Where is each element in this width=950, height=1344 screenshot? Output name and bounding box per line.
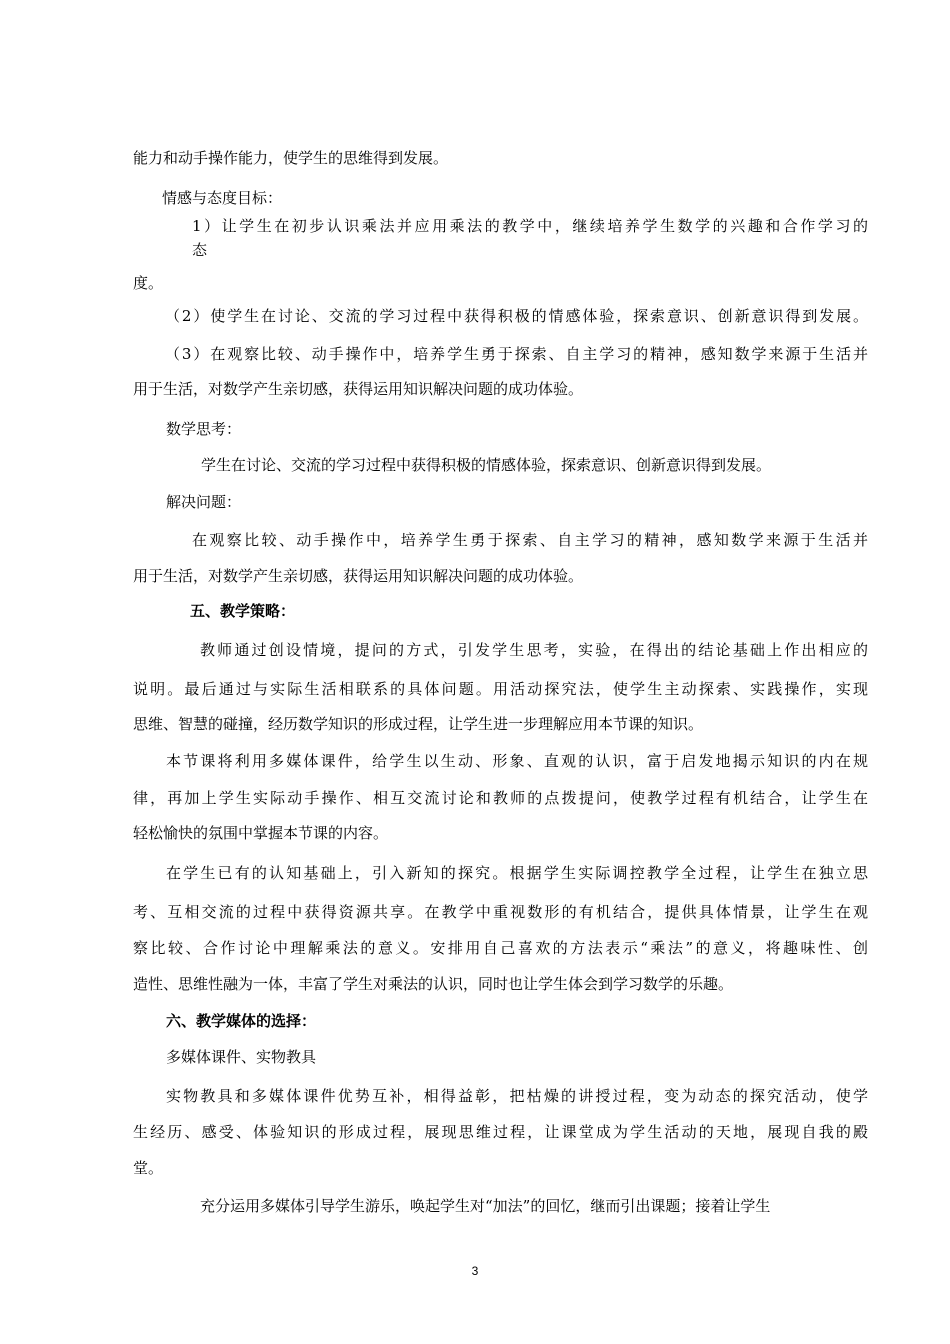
paragraph-line: 教师通过创设情境，提问的方式，引发学生思考，实验，在得出的结论基础上作出相应的 (200, 641, 868, 659)
paragraph-line: 用于生活，对数学产生亲切感，获得运用知识解决问题的成功体验。 (133, 567, 584, 585)
paragraph-line: 1）让学生在初步认识乘法并应用乘法的教学中，继续培养学生数学的兴趣和合作学习的 (192, 217, 868, 235)
paragraph-line: 用于生活，对数学产生亲切感，获得运用知识解决问题的成功体验。 (133, 380, 584, 398)
paragraph-line: 说明。最后通过与实际生活相联系的具体问题。用活动探究法，使学生主动探索、实践操作，实现 (133, 680, 868, 698)
paragraph-line: 多媒体课件、实物教具 (166, 1048, 317, 1066)
page-number: 3 (471, 1264, 479, 1278)
paragraph-line: 造性、思维性融为一体，丰富了学生对乘法的认识，同时也让学生体会到学习数学的乐趣。 (133, 975, 734, 993)
paragraph-line: 律，再加上学生实际动手操作、相互交流讨论和教师的点拨提问，使教学过程有机结合，让学生在 (133, 789, 868, 807)
paragraph-line: 态 (192, 241, 208, 259)
paragraph-line: 堂。 (133, 1159, 164, 1177)
section-heading: 六、教学媒体的选择： (166, 1012, 317, 1030)
paragraph-line: 察比较、合作讨论中理解乘法的意义。安排用自己喜欢的方法表示“乘法”的意义，将趣味性、创 (133, 939, 868, 957)
paragraph-line: 学生在讨论、交流的学习过程中获得积极的情感体验，探索意识、创新意识得到发展。 (201, 456, 772, 474)
paragraph-line: 在学生已有的认知基础上，引入新知的探究。根据学生实际调控教学全过程，让学生在独立思 (166, 864, 868, 882)
paragraph-line: （3）在观察比较、动手操作中，培养学生勇于探索、自主学习的精神，感知数学来源于生活并 (165, 345, 868, 363)
section-heading: 五、教学策略： (190, 602, 296, 620)
paragraph-line: 思维、智慧的碰撞，经历数学知识的形成过程，让学生进一步理解应用本节课的知识。 (133, 715, 704, 733)
paragraph-line: 考、互相交流的过程中获得资源共享。在教学中重视数形的有机结合，提供具体情景，让学生在观 (133, 903, 868, 921)
section-label: 解决问题： (166, 493, 242, 511)
paragraph-line: 充分运用多媒体引导学生游乐，唤起学生对“加法”的回忆，继而引出课题；接着让学生 (200, 1197, 771, 1215)
section-label: 数学思考： (166, 420, 242, 438)
paragraph-line: 实物教具和多媒体课件优势互补，相得益彰，把枯燥的讲授过程，变为动态的探究活动，使学 (166, 1087, 868, 1105)
paragraph-line: 能力和动手操作能力，使学生的思维得到发展。 (133, 149, 449, 167)
section-label: 情感与态度目标： (162, 189, 283, 207)
paragraph-line: （2）使学生在讨论、交流的学习过程中获得积极的情感体验，探索意识、创新意识得到发展。 (165, 307, 868, 325)
paragraph-line: 在观察比较、动手操作中，培养学生勇于探索、自主学习的精神，感知数学来源于生活并 (192, 531, 868, 549)
paragraph-line: 度。 (133, 274, 164, 292)
paragraph-line: 轻松愉快的氛围中掌握本节课的内容。 (133, 824, 389, 842)
paragraph-line: 本节课将利用多媒体课件，给学生以生动、形象、直观的认识，富于启发地揭示知识的内在规 (166, 752, 868, 770)
paragraph-line: 生经历、感受、体验知识的形成过程，展现思维过程，让课堂成为学生活动的天地，展现自我的殿 (133, 1123, 868, 1141)
